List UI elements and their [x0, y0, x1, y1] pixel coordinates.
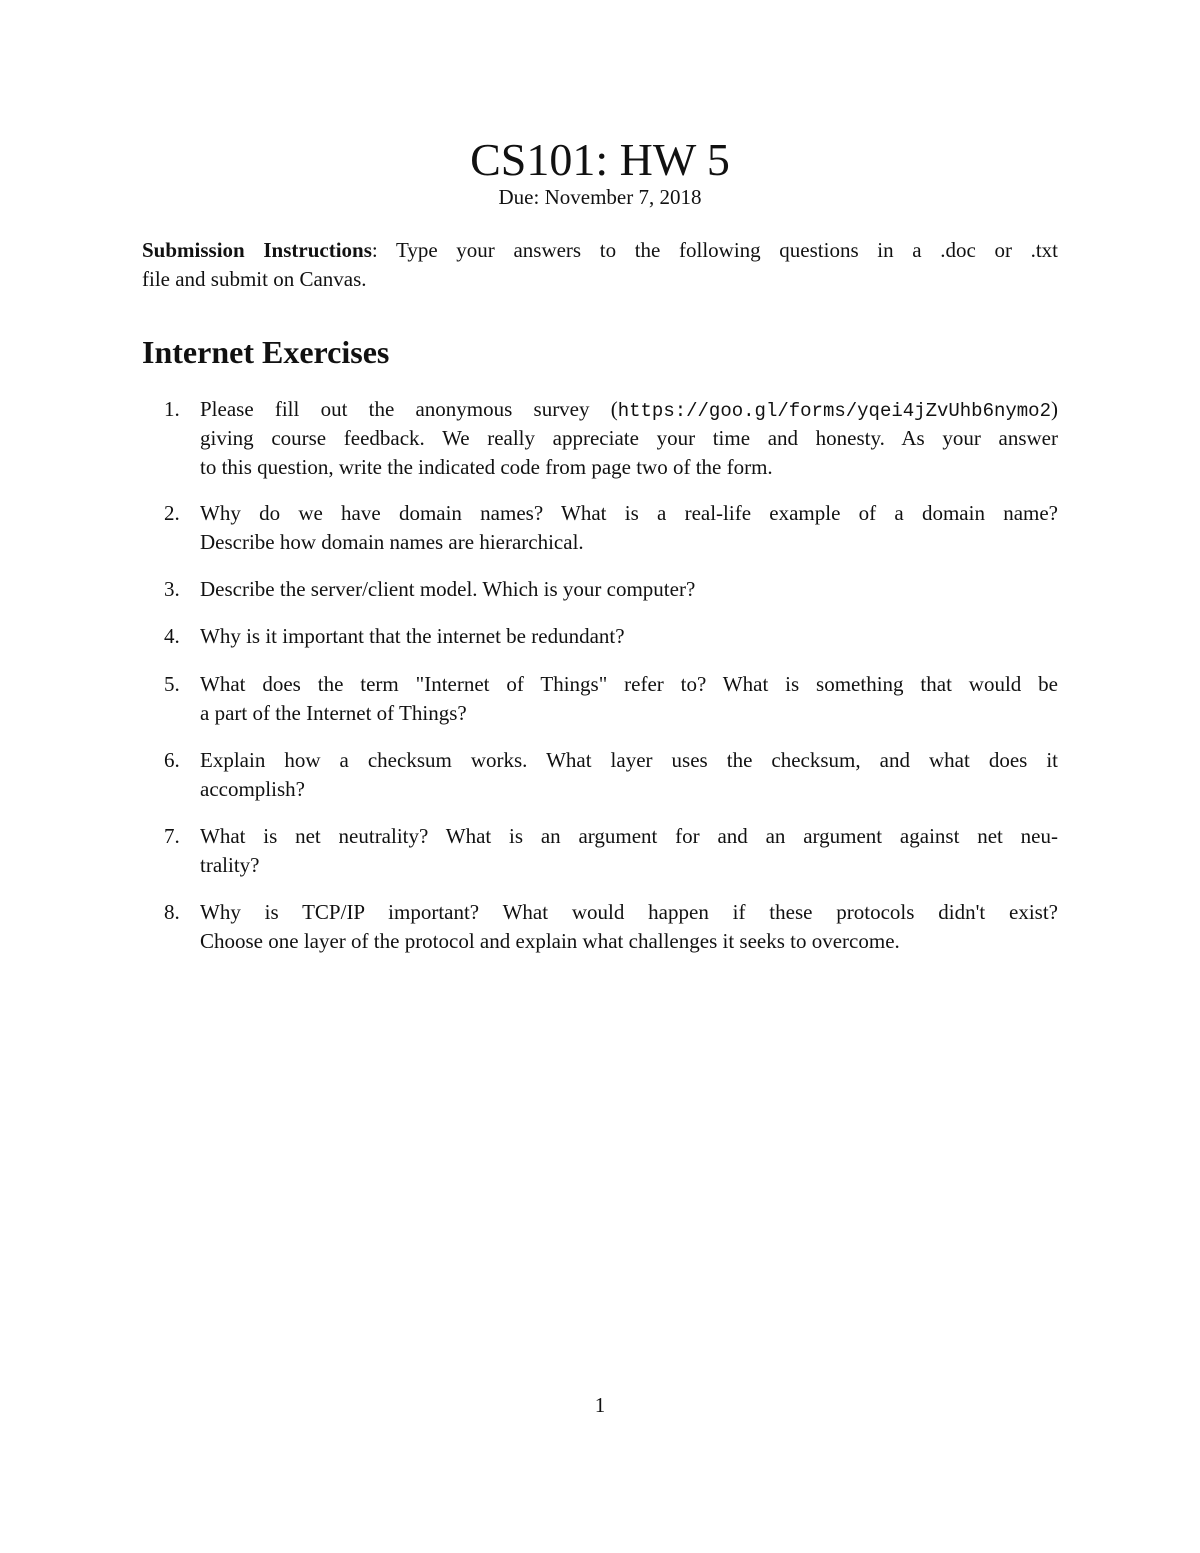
- item-line: a part of the Internet of Things?: [200, 701, 467, 725]
- item-number: 7.: [164, 824, 180, 848]
- item-number: 4.: [164, 624, 180, 648]
- item-text: ): [1051, 397, 1058, 421]
- item-line: Why is it important that the internet be redundant?: [200, 624, 625, 648]
- item-number: 5.: [164, 672, 180, 696]
- submission-line-2: file and submit on Canvas.: [142, 267, 367, 291]
- item-line: Describe the server/client model. Which is your computer?: [200, 577, 696, 601]
- document-title: CS101: HW 5: [470, 134, 730, 185]
- item-number: 1.: [164, 397, 180, 421]
- item-line: trality?: [200, 853, 260, 877]
- submission-label: Submission Instructions: [142, 238, 372, 262]
- item-line: Describe how domain names are hierarchical.: [200, 530, 584, 554]
- item-line: Why is TCP/IP important? What would happen if these protocols didn't exist?: [200, 900, 1058, 924]
- item-number: 6.: [164, 748, 180, 772]
- item-line: Why do we have domain names? What is a real-life example of a domain name?: [200, 501, 1058, 525]
- due-date: Due: November 7, 2018: [498, 185, 702, 209]
- submission-line-1: [142, 236, 1058, 265]
- submission-instructions: [142, 236, 1058, 294]
- survey-link[interactable]: https://goo.gl/forms/yqei4jZvUhb6nymo2: [617, 400, 1051, 422]
- section-heading: Internet Exercises: [142, 334, 390, 370]
- item-number: 8.: [164, 900, 180, 924]
- item-text: Please fill out the anonymous survey (: [200, 397, 618, 421]
- item-line: Choose one layer of the protocol and explain what challenges it seeks to overcome.: [200, 929, 900, 953]
- item-line: [200, 395, 1058, 424]
- item-number: 2.: [164, 501, 180, 525]
- item-line: What is net neutrality? What is an argument for and an argument against net neu-: [200, 824, 1058, 848]
- submission-text: : Type your answers to the following questions in a .doc or .txt: [371, 238, 1058, 262]
- item-number: 3.: [164, 577, 180, 601]
- item-line: to this question, write the indicated code from page two of the form.: [200, 455, 773, 479]
- item-line: giving course feedback. We really appreciate your time and honesty. As your answer: [200, 426, 1058, 450]
- item-line: accomplish?: [200, 777, 305, 801]
- page-number: 1: [594, 1393, 606, 1417]
- item-line: What does the term "Internet of Things" refer to? What is something that would be: [200, 672, 1058, 696]
- item-line: Explain how a checksum works. What layer uses the checksum, and what does it: [200, 748, 1058, 772]
